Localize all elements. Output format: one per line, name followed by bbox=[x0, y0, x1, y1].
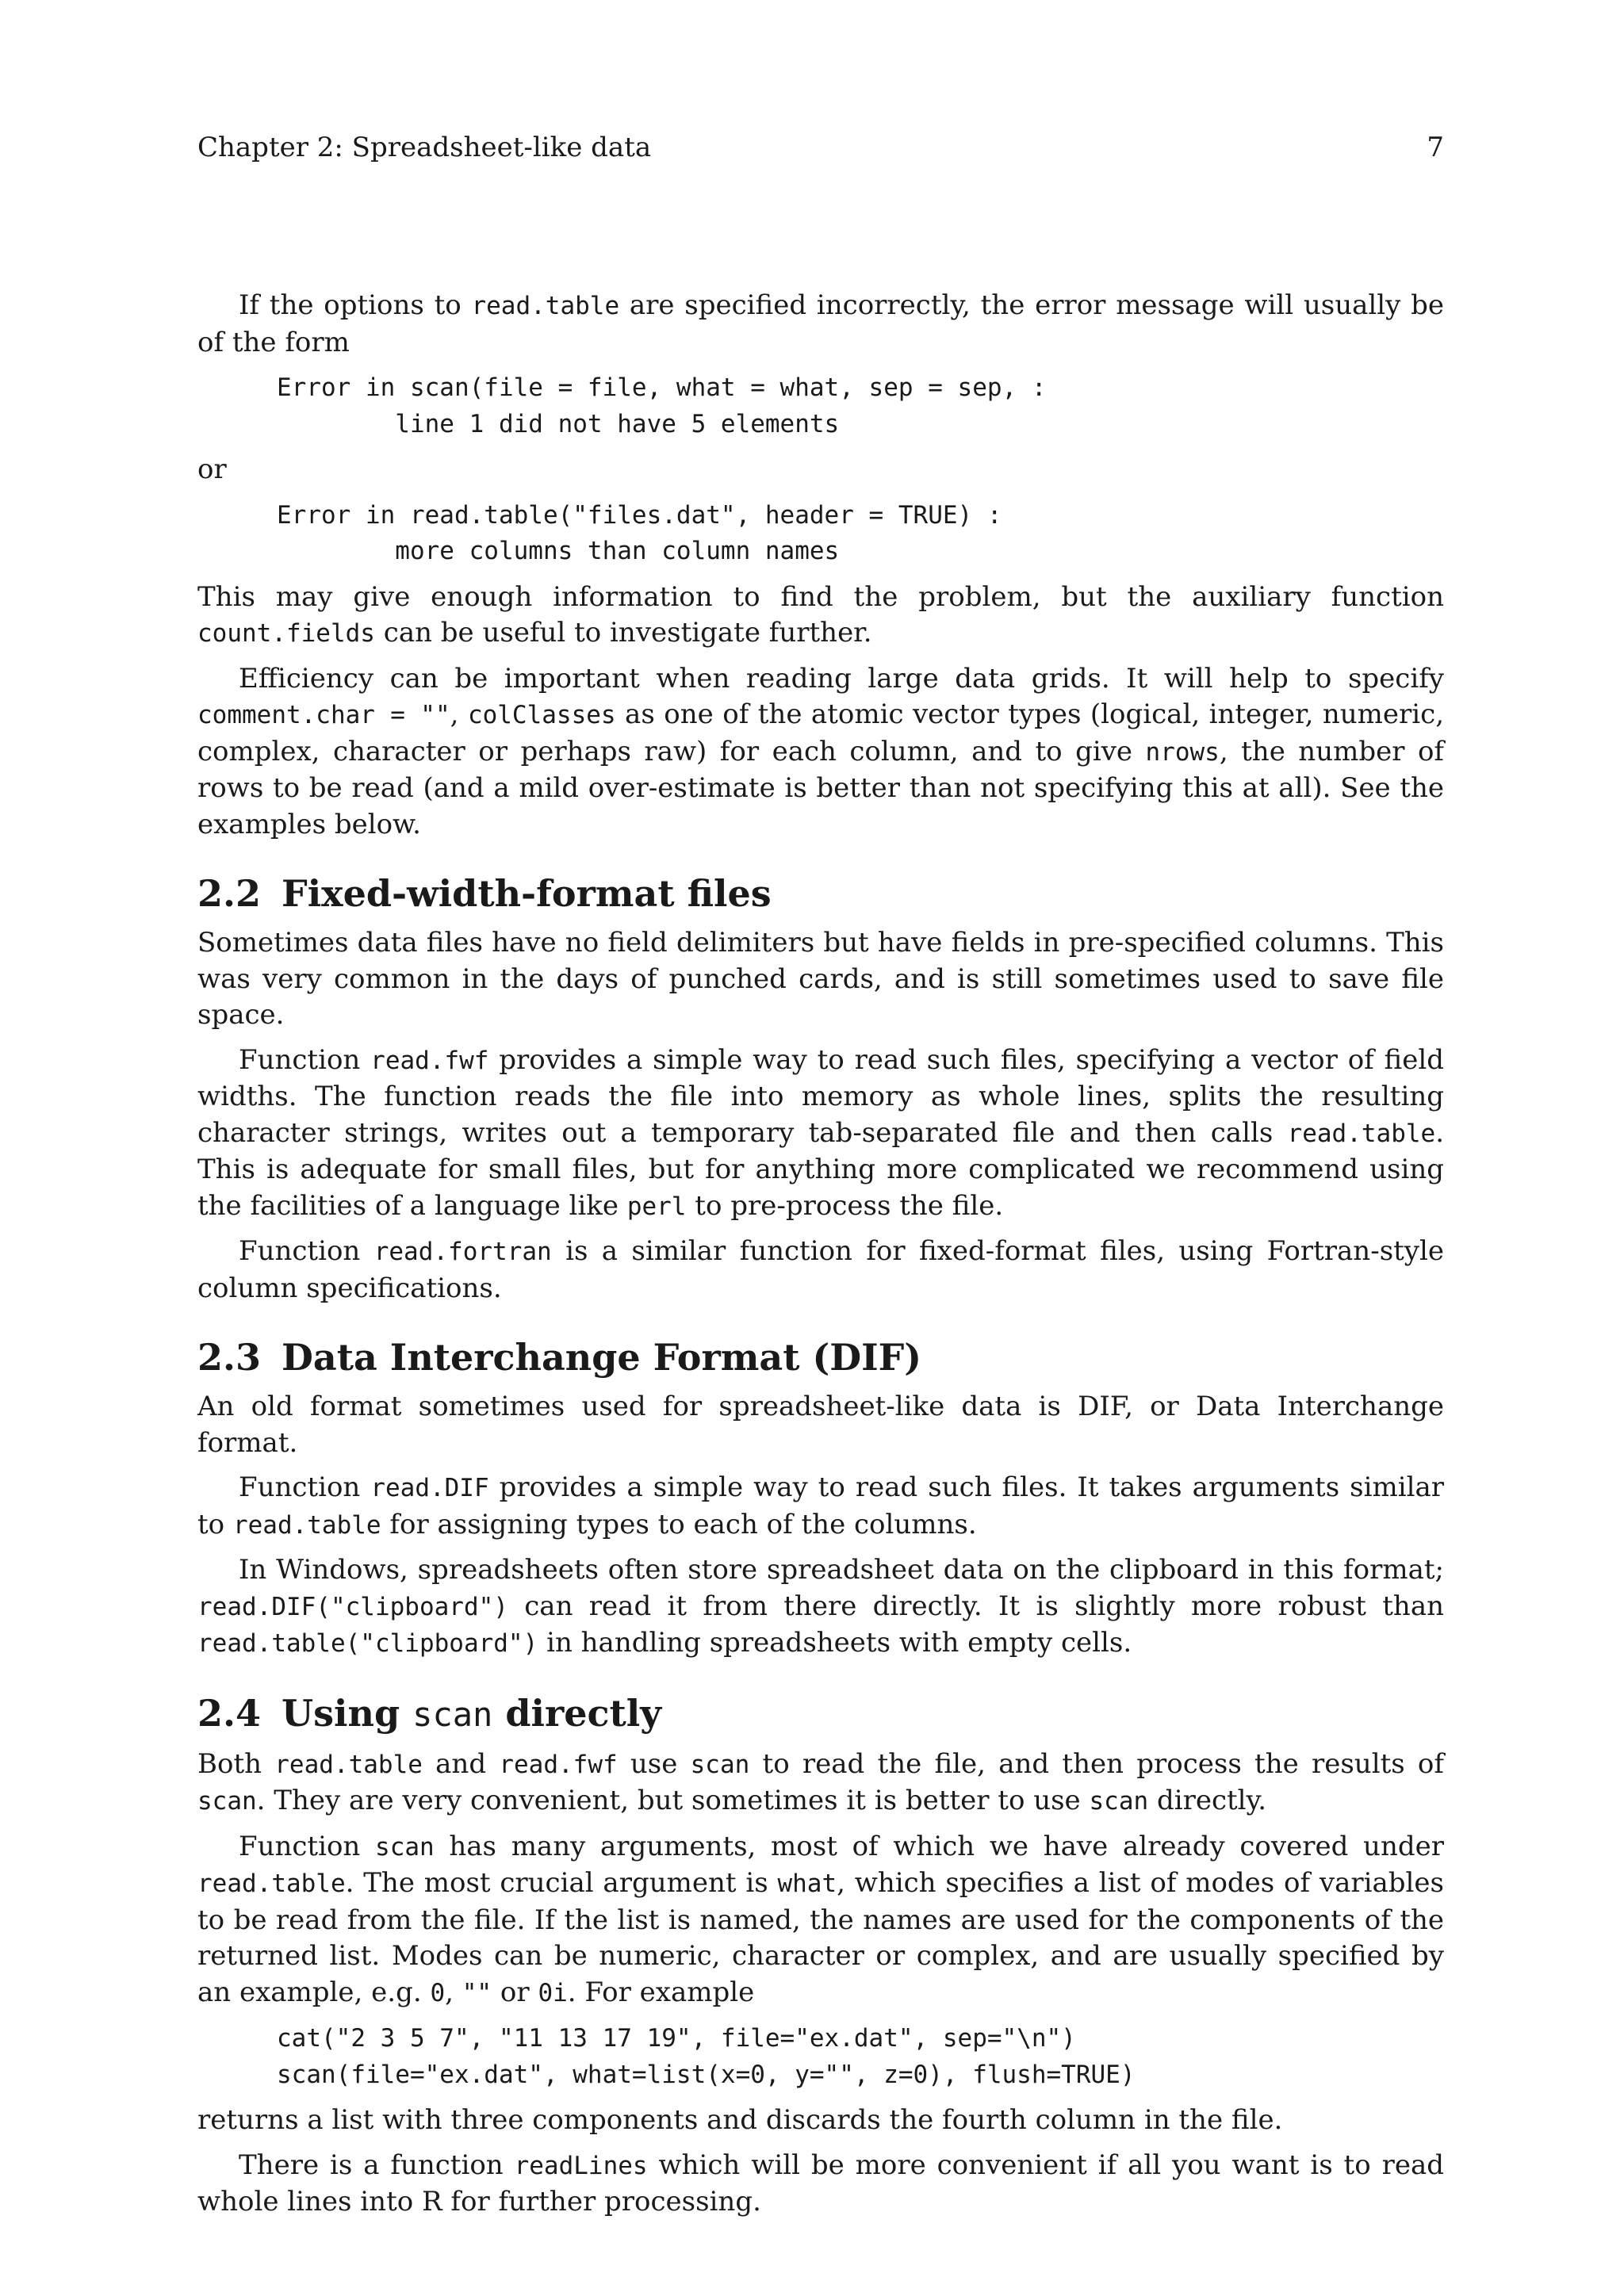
paragraph: Function read.DIF provides a simple way to read such files. It takes arguments similar to read.table for assigning types to each of the columns. bbox=[197, 1471, 1444, 1540]
paragraph: This may give enough information to find the problem, but the auxiliary function count.fields can be useful to investigate further. bbox=[197, 580, 1444, 649]
paragraph: Function read.fwf provides a simple way to read such files, specifying a vector of field widths. The function reads the file into memory as whole lines, splits the resulting character strings, writes out a temporary tab-separated file and then calls read.table. This is adequate for small files, but for anything more complicated we recommend using the facilities of a language like perl to pre-process the file. bbox=[197, 1043, 1444, 1222]
chapter-title: Chapter 2: Spreadsheet-like data bbox=[197, 132, 652, 163]
paragraph: In Windows, spreadsheets often store spreadsheet data on the clipboard in this format; read.DIF("clipboard") can read it from there directly. It is slightly more robust than read.table("clipboard") in handling spreadsheets with empty cells. bbox=[197, 1554, 1444, 1659]
paragraph: Sometimes data files have no field delimiters but have fields in pre-specified columns. This was very common in the days of punched cards, and is still sometimes used to save file space. bbox=[197, 927, 1444, 1031]
code-block: Error in read.table("files.dat", header = TRUE) : more columns than column names bbox=[277, 500, 1002, 565]
paragraph: If the options to read.table are specified incorrectly, the error message will usually be of the form bbox=[197, 289, 1444, 358]
section-heading: 2.3 Data Interchange Format (DIF) bbox=[197, 1336, 922, 1379]
running-header bbox=[197, 130, 1444, 166]
paragraph: Both read.table and read.fwf use scan to read the file, and then process the results of scan. They are very convenient, but sometimes it is better to use scan directly. bbox=[197, 1747, 1444, 1816]
code-block: Error in scan(file = file, what = what, sep = sep, : line 1 did not have 5 elements bbox=[277, 373, 1047, 438]
section-heading: 2.4 Using scan directly bbox=[197, 1691, 661, 1735]
paragraph: returns a list with three components and discards the fourth column in the file. bbox=[197, 2104, 1283, 2136]
paragraph: Function scan has many arguments, most of which we have already covered under read.table. The most crucial argument is what, which specifies a list of modes of variables to be read from the file. If the list is named, the names are used for the components of the returned list. Modes can be numeric, character or complex, and are usually specified by an example, e.g. 0, "" or 0i. For example bbox=[197, 1830, 1444, 2008]
paragraph: Efficiency can be important when reading large data grids. It will help to specify comment.char = "", colClasses as one of the atomic vector types (logical, integer, numeric, complex, character or perhaps raw) for each column, and to give nrows, the number of rows to be read (and a mild over-estimate is better than not specifying this at all). See the examples below. bbox=[197, 662, 1445, 840]
paragraph: There is a function readLines which will be more convenient if all you want is to read whole lines into R for further processing. bbox=[197, 2149, 1444, 2218]
page-number: 7 bbox=[1427, 132, 1444, 163]
paragraph: Function read.fortran is a similar function for fixed-format files, using Fortran-style column specifications. bbox=[197, 1235, 1445, 1304]
code-block: cat("2 3 5 7", "11 13 17 19", file="ex.dat", sep="\n") scan(file="ex.dat", what=list(x=0, y="", z=0), flush=TRUE) bbox=[277, 2024, 1136, 2089]
section-heading: 2.2 Fixed-width-format files bbox=[197, 872, 772, 915]
paragraph: or bbox=[197, 453, 227, 485]
paragraph: An old format sometimes used for spreadsheet-like data is DIF, or Data Interchange format. bbox=[197, 1391, 1444, 1459]
